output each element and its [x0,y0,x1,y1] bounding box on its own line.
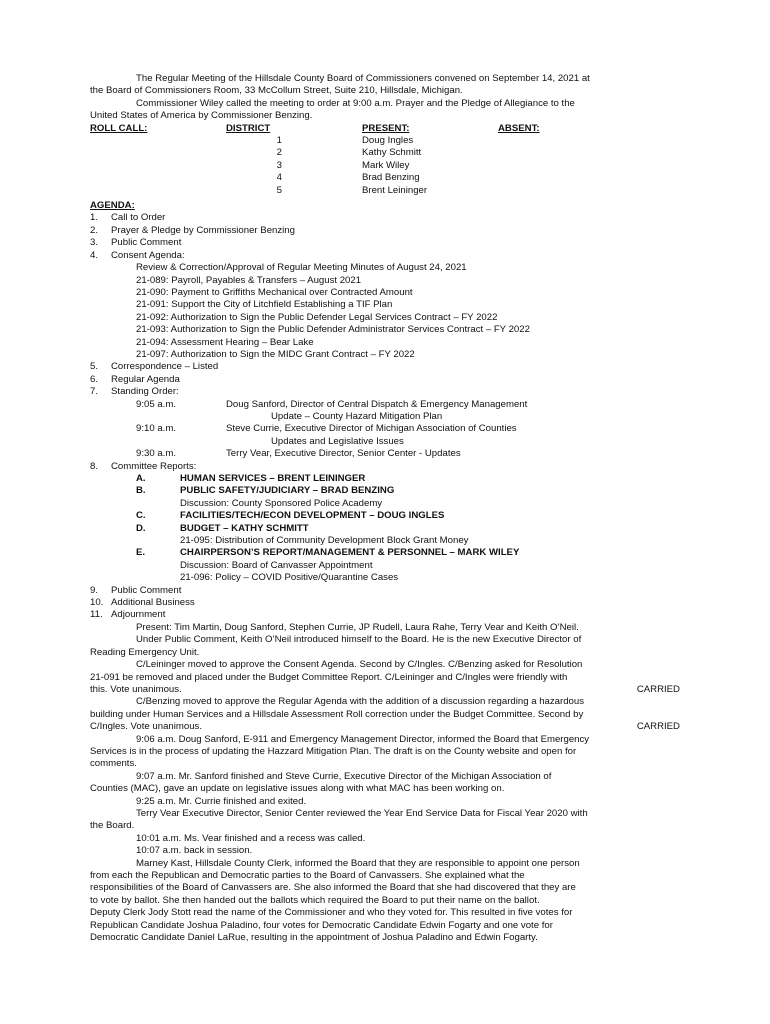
standing-order-desc2: Updates and Legislative Issues [271,435,404,447]
district-number: 5 [276,184,282,196]
agenda-item-text: Adjournment [111,609,166,621]
agenda-item-text: Consent Agenda: [111,249,185,261]
minutes-text: C/Ingles. Vote unanimous. [90,721,202,733]
district-number: 4 [276,172,282,184]
agenda-item-number: 5. [90,361,99,373]
minutes-line: 9:25 a.m. Mr. Currie finished and exited. [136,795,307,807]
agenda-item-text: Committee Reports: [111,460,197,472]
committee-row [90,547,680,584]
standing-order-time: 9:10 a.m. [136,423,176,435]
agenda-item-text: Prayer & Pledge by Commissioner Benzing [111,224,295,236]
committee-title: PUBLIC SAFETY/JUDICIARY – BRAD BENZING [180,485,395,497]
agenda-item-number: 11. [90,609,103,621]
minutes-line: Deputy Clerk Jody Stott read the name of the Commissioner and who they voted for. This resulted in five votes for [90,907,573,919]
minutes-line: building under Human Services and a Hillsdale Assessment Roll correction under the Budget Committee. Second by [90,708,584,720]
roll-call-list [90,135,680,197]
minutes-line: Terry Vear Executive Director, Senior Center reviewed the Year End Service Data for Fiscal Year 2020 with [136,807,588,819]
minutes-line: C/Leininger moved to approve the Consent Agenda. Second by C/Ingles. C/Benzing asked for Resolution [136,659,583,671]
agenda-item-number: 2. [90,224,99,236]
roll-call-label: ROLL CALL: [90,122,148,134]
present-member: Brad Benzing [362,172,420,184]
agenda-item [90,386,680,398]
agenda-item-text: Standing Order: [111,386,179,398]
consent-item: 21-092: Authorization to Sign the Public Defender Legal Services Contract – FY 2022 [136,311,498,323]
standing-order-desc2: Update – County Hazard Mitigation Plan [271,410,443,422]
minutes-line: Democratic Candidate Daniel LaRue, resulting in the appointment of Joshua Paladino and Edwin Fogarty. [90,932,538,944]
minutes-line: Marney Kast, Hillsdale County Clerk, informed the Board that they are responsible to appoint one person [136,857,580,869]
committee-letter: D. [136,522,146,534]
minutes-line: Under Public Comment, Keith O’Neil introduced himself to the Board. He is the new Executive Director of [136,634,582,646]
minutes-line: Counties (MAC), gave an update on legislative issues along with what MAC has been working on. [90,783,505,795]
committee-letter: A. [136,473,146,484]
minutes-line: 10:01 a.m. Ms. Vear finished and a recess was called. [136,832,366,844]
standing-order-row [90,448,680,460]
roll-row [90,135,680,147]
agenda-item-number: 9. [90,584,99,596]
standing-order-desc: Terry Vear, Executive Director, Senior Center - Updates [226,448,461,460]
committee-note: 21-096: Policy – COVID Positive/Quarantine Cases [180,572,399,584]
agenda-item-number: 8. [90,460,99,472]
committee-title: HUMAN SERVICES – BRENT LEININGER [180,473,366,484]
agenda-title: AGENDA: [90,200,135,212]
committee-reports [90,473,680,585]
agenda-item [90,212,680,224]
intro-line: United States of America by Commissioner Benzing. [90,110,313,122]
agenda-item [90,609,680,621]
consent-agenda-list [90,262,680,361]
standing-order-desc: Steve Currie, Executive Director of Michigan Association of Counties [226,423,517,435]
committee-letter: C. [136,510,146,522]
agenda-item [90,597,680,609]
committee-row [90,473,680,485]
consent-item: 21-089: Payroll, Payables & Transfers – August 2021 [136,274,362,286]
minutes-body [90,622,680,945]
minutes-line: 21-091 be removed and placed under the Budget Committee Report. C/Leininger and C/Ingles were friendly with [90,671,568,683]
consent-item: 21-093: Authorization to Sign the Public Defender Administrator Services Contract – FY 2022 [136,324,530,336]
standing-order-time: 9:30 a.m. [136,448,176,460]
minutes-line: 9:07 a.m. Mr. Sanford finished and Steve Currie, Executive Director of the Michigan Association of [136,770,552,782]
roll-row [90,147,680,159]
minutes-line: Republican Candidate Joshua Paladino, four votes for Democratic Candidate Edwin Fogarty and one vote for [90,919,553,931]
present-member: Brent Leininger [362,184,428,196]
minutes-line [90,684,680,696]
minutes-line: Services is in the process of updating the Hazzard Mitigation Plan. The draft is on the County website and open for [90,745,577,757]
standing-order-desc: Doug Sanford, Director of Central Dispatch & Emergency Management [226,398,528,410]
committee-title: CHAIRPERSON’S REPORT/MANAGEMENT & PERSONNEL – MARK WILEY [180,547,520,559]
roll-call-header [90,123,680,135]
committee-note: Discussion: County Sponsored Police Academy [180,497,383,509]
minutes-text: this. Vote unanimous. [90,683,182,695]
agenda-item [90,585,680,597]
committee-title: BUDGET – KATHY SCHMITT [180,522,309,534]
district-number: 1 [276,135,282,147]
agenda-item-text: Call to Order [111,212,166,224]
minutes-line: 10:07 a.m. back in session. [136,845,253,857]
carried-label: CARRIED [636,721,680,733]
agenda-item [90,461,680,473]
intro-line: the Board of Commissioners Room, 33 McCollum Street, Suite 210, Hillsdale, Michigan. [90,85,463,97]
roll-row [90,160,680,172]
agenda-item-number: 7. [90,386,99,398]
standing-order-row [90,423,680,448]
committee-note: 21-095: Distribution of Community Development Block Grant Money [180,535,469,547]
consent-item: 21-094: Assessment Hearing – Bear Lake [136,336,314,348]
district-number: 2 [276,147,282,159]
agenda-item-number: 6. [90,373,99,385]
consent-item: Review & Correction/Approval of Regular Meeting Minutes of August 24, 2021 [136,262,467,274]
minutes-line: C/Benzing moved to approve the Regular Agenda with the addition of a discussion regarding a hazardous [136,696,584,708]
minutes-line: to vote by ballot. She then handed out the ballots which required the Board to put their name on the ballot. [90,894,540,906]
agenda-item [90,374,680,386]
agenda-item-text: Public Comment [111,237,182,249]
consent-item: 21-091: Support the City of Litchfield Establishing a TIF Plan [136,299,393,311]
agenda-item-text: Correspondence – Listed [111,361,219,373]
consent-item: 21-097: Authorization to Sign the MIDC Grant Contract – FY 2022 [136,348,415,360]
agenda-item-number: 10. [90,597,104,609]
agenda-item-text: Additional Business [111,597,195,609]
agenda-item [90,361,680,373]
committee-title: FACILITIES/TECH/ECON DEVELOPMENT – DOUG INGLES [180,510,445,522]
committee-row [90,523,680,548]
standing-order-row [90,399,680,424]
present-member: Mark Wiley [362,159,410,171]
absent-label: ABSENT: [498,122,540,134]
district-number: 3 [276,159,282,171]
committee-note: Discussion: Board of Canvasser Appointment [180,559,373,571]
agenda-item [90,250,680,262]
document-page [90,73,680,944]
minutes-line: 9:06 a.m. Doug Sanford, E-911 and Emergency Management Director, informed the Board that Emergency [136,733,590,745]
present-label: PRESENT: [362,122,410,134]
intro-line: The Regular Meeting of the Hillsdale County Board of Commissioners convened on September 14, 2021 at [136,73,590,84]
present-member: Doug Ingles [362,135,414,147]
minutes-line [90,721,680,733]
standing-order-time: 9:05 a.m. [136,398,176,410]
committee-row [90,485,680,510]
committee-letter: E. [136,547,146,559]
agenda-item-text: Public Comment [111,584,182,596]
committee-letter: B. [136,485,146,497]
district-label: DISTRICT [226,122,271,134]
minutes-line: comments. [90,758,137,770]
intro-line: Commissioner Wiley called the meeting to order at 9:00 a.m. Prayer and the Pledge of Allegiance to the [136,97,575,109]
carried-label: CARRIED [636,683,680,695]
agenda-item [90,237,680,249]
minutes-line: from each the Republican and Democratic parties to the Board of Canvassers. She explained what the [90,870,525,881]
agenda-item-text: Regular Agenda [111,373,180,385]
agenda-item-number: 3. [90,237,99,249]
roll-row [90,185,680,197]
agenda-item-number: 4. [90,249,99,261]
consent-item: 21-090: Payment to Griffiths Mechanical over Contracted Amount [136,286,413,298]
committee-row [90,510,680,522]
roll-row [90,172,680,184]
minutes-line: Present: Tim Martin, Doug Sanford, Stephen Currie, JP Rudell, Laura Rahe, Terry Vear and Keith O’Neil. [136,621,579,633]
present-member: Kathy Schmitt [362,147,422,159]
minutes-line: Reading Emergency Unit. [90,646,200,658]
agenda-item-number: 1. [90,212,99,224]
minutes-line: responsibilities of the Board of Canvassers are. She also informed the Board that she had discovered that they are [90,882,576,894]
agenda-item [90,225,680,237]
minutes-line: the Board. [90,820,135,832]
